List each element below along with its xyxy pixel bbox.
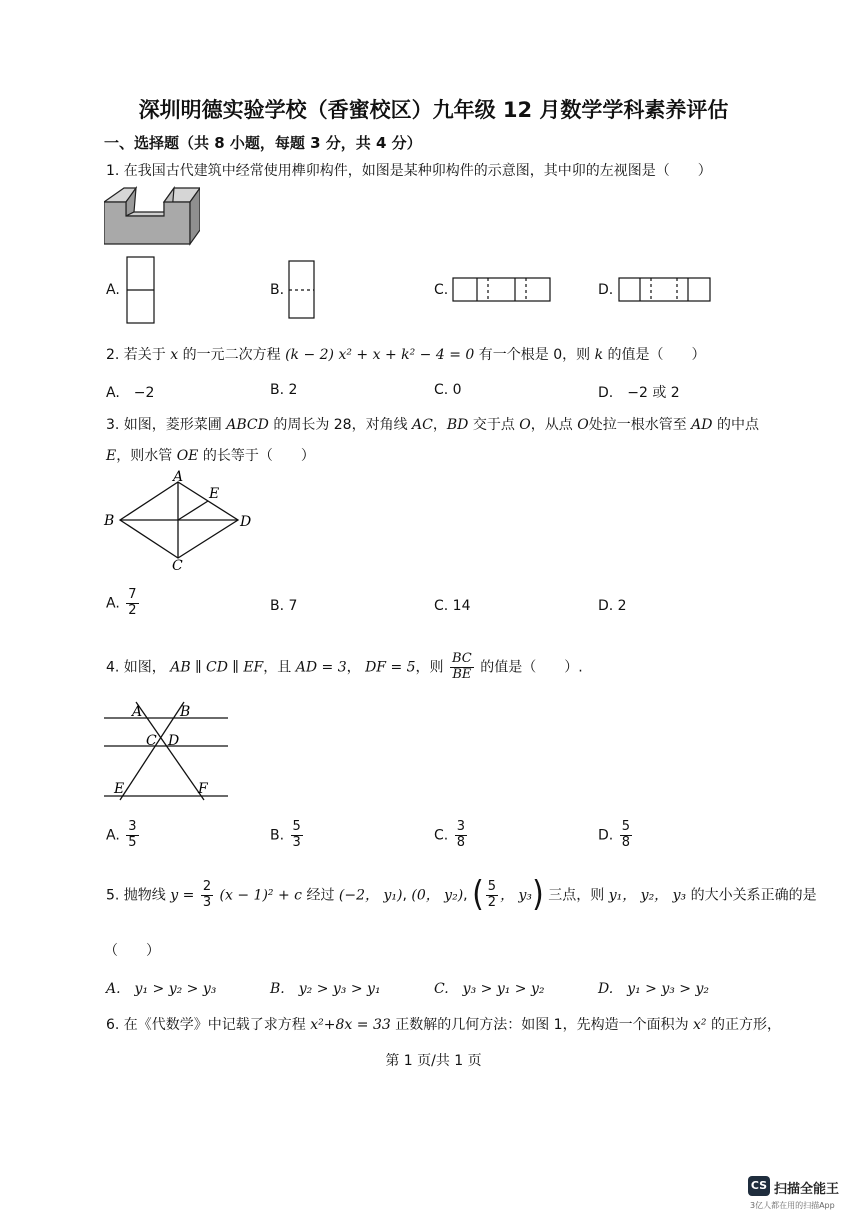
q3-option-a: A. $\frac{7}{2}$ xyxy=(106,587,137,618)
q2-option-a: A. −2 xyxy=(106,385,155,401)
label-C: C xyxy=(146,733,157,749)
q1-option-b-label: B. xyxy=(270,282,285,298)
q1-option-d-figure xyxy=(618,277,712,303)
q5-option-a: A. y₁ > y₂ > y₃ xyxy=(106,981,217,997)
q2-option-d: D. −2 或 2 xyxy=(598,385,680,401)
watermark-name: 扫描全能王 xyxy=(774,1182,840,1197)
parallel-lines-figure xyxy=(100,700,235,804)
label-C: C xyxy=(172,558,183,574)
q4-option-a: A. $\frac{3}{5}$ xyxy=(106,819,137,850)
q3-option-b: B. 7 xyxy=(270,598,298,614)
page-title: 深圳明德实验学校（香蜜校区）九年级 12 月数学学科素养评估 xyxy=(138,98,729,122)
question-1-text: 1. 在我国古代建筑中经常使用榫卯构件，如图是某种卯构件的示意图，其中卯的左视图是（ ） xyxy=(106,163,712,179)
label-E: E xyxy=(114,781,125,797)
q2-option-b: B. 2 xyxy=(270,382,298,398)
question-2-text: 2. 若关于 x 的一元二次方程 (k − 2) x² + x + k² − 4 = 0 有一个根是 0，则 k 的值是（ ） xyxy=(106,347,706,363)
q3-option-d: D. 2 xyxy=(598,598,627,614)
label-B: B xyxy=(180,704,191,720)
q3-option-c: C. 14 xyxy=(434,598,471,614)
q1-option-a-figure xyxy=(126,256,156,324)
watermark-subtitle: 3亿人都在用的扫描App xyxy=(750,1201,835,1210)
question-5-text: 5. 抛物线 y = $\frac{2}{3}$ (x − 1)² + c 经过 (−2， y₁), (0， y₂), ( $\frac{5}{2}$ ， y₃) 三点，则 y₁， y₂， y₃ 的大小关系正确的是 xyxy=(106,874,817,915)
q1-option-c-figure xyxy=(452,277,552,303)
question-3-line-2: E，则水管 OE 的长等于（ ） xyxy=(106,448,315,464)
label-B: B xyxy=(104,513,115,529)
camscanner-logo-icon: CS xyxy=(748,1176,770,1196)
q1-option-b-figure xyxy=(288,260,316,320)
question-3-line-1: 3. 如图，菱形菜圃 ABCD 的周长为 28，对角线 AC，BD 交于点 O，从点 O处拉一根水管至 AD 的中点 xyxy=(106,417,759,433)
page-footer: 第 1 页/共 1 页 xyxy=(385,1053,482,1069)
label-A: A xyxy=(132,704,143,720)
q1-option-a-label: A. xyxy=(106,282,120,298)
q4-option-d: D. $\frac{5}{8}$ xyxy=(598,819,630,850)
q4-option-b: B. $\frac{5}{3}$ xyxy=(270,819,301,850)
label-F: F xyxy=(198,781,208,797)
label-D: D xyxy=(240,514,252,530)
rhombus-figure xyxy=(100,470,260,574)
label-A: A xyxy=(173,470,184,485)
q5-option-c: C. y₃ > y₁ > y₂ xyxy=(434,981,545,997)
q5-answer-blank: （ ） xyxy=(104,943,160,959)
q2-option-c: C. 0 xyxy=(434,382,462,398)
label-D: D xyxy=(168,733,180,749)
mortise-figure xyxy=(104,186,200,248)
section-heading: 一、选择题（共 8 小题，每题 3 分，共 4 分） xyxy=(104,134,422,152)
question-6-text: 6. 在《代数学》中记载了求方程 x²+8x = 33 正数解的几何方法：如图 1，先构造一个面积为 x² 的正方形， xyxy=(106,1017,781,1033)
q1-option-d-label: D. xyxy=(598,282,614,298)
question-4-text: 4. 如图， AB ∥ CD ∥ EF，且 AD = 3， DF = 5，则 $\frac{BC}{BE}$ 的值是（ ）. xyxy=(106,651,583,682)
q1-option-c-label: C. xyxy=(434,282,449,298)
label-E: E xyxy=(209,486,220,502)
q5-option-b: B. y₂ > y₃ > y₁ xyxy=(270,981,381,997)
q5-option-d: D. y₁ > y₃ > y₂ xyxy=(598,981,710,997)
q4-option-c: C. $\frac{3}{8}$ xyxy=(434,819,465,850)
